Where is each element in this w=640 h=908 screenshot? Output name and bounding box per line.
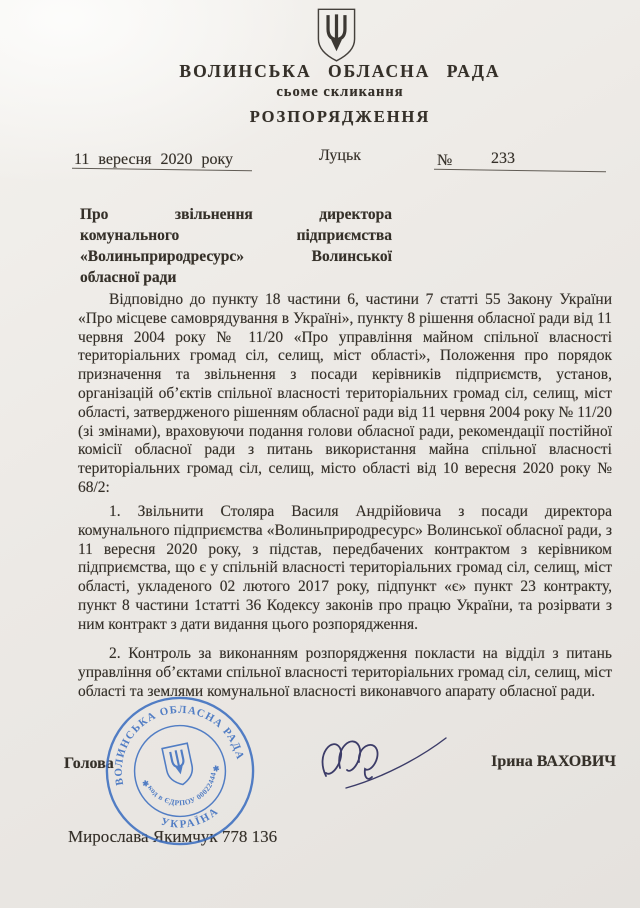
doc-date: 11 вересня 2020 року [74,151,234,168]
subject-block [80,204,392,288]
org-name: ВОЛИНСЬКА ОБЛАСНА РАДА [179,61,501,81]
doc-number-label: № [437,152,453,169]
stamp-ring-text: ВОЛИНСЬКА ОБЛАСНА РАДА [112,703,247,787]
executor-name: Мирослава Якимчук 778 136 [68,827,278,846]
handwritten-signature [306,724,462,798]
subject-line: «Волиньприродресурс» Волинської [80,248,392,265]
svg-text:ВОЛИНСЬКА ОБЛАСНА РАДА [100,691,246,787]
stamp-country-text: УКРАЇНА [159,804,222,831]
doc-type-title: РОЗПОРЯДЖЕННЯ [249,107,431,126]
subject-line: Про звільнення директора [80,206,392,223]
signatory-name: Ірина ВАХОВИЧ [491,753,616,770]
doc-city: Луцьк [318,147,362,164]
stamp-star-right: ✱ [212,763,221,774]
item-2-paragraph: 2. Контроль за виконанням розпорядження покласти на відділ з питань управління об’єктами спільної власності територіальних громад сіл, селищ, міст області та землями комунальної власності виконавчого апарату обласної ради. [78,645,612,700]
doc-number: 233 [491,150,515,167]
stamp-star-left: ✱ [141,778,150,789]
stamp-code-text: код в ЄДРПОУ 00022444 [146,771,218,808]
convocation: сьоме скликання [276,84,404,100]
item-1-paragraph: 1. Звільнити Столяра Василя Андрійовича з посади директора комунального підприємства «Волиньприродресурс» Волинської обласної ради, з 11 вересня 2020 року, з підстав, передбачених контрактом з керівником підприємства, що є у спільній власності територіальних громад сіл, селищ, міст області, укладеного 02 лютого 2017 року, підпункт «є» пункт 23 контракту, пункт 8 частини 1статті 36 Кодексу законів про працю України, та розірвати з ним контракт з дати видання цього розпорядження. [78,503,612,633]
subject-line: комунального підприємства [80,227,392,244]
intro-paragraph: Відповідно до пункту 18 частини 6, частини 7 статті 55 Закону України «Про місцеве самоврядування в Україні», пункту 8 рішення обласної ради від 11 червня 2004 року № 11/20 «Про управління майном спільної власності територіальних громад сіл, селищ, міст області», Положення про порядок призначення та звільнення з посади керівників підприємств, установ, організацій об’єктів спільної власності територіальних громад сіл, селищ, міст області, затвердженого рішенням обласної ради від 11 червня 2004 року № 11/20 (зі змінами), враховуючи подання голови обласної ради, рекомендації постійної комісії обласної ради з питань використання майна спільної власності територіальних громад сіл, селищ, місто області від 10 вересня 2020 року № 68/2: [78,291,612,496]
svg-text:УКРАЇНА [157,804,223,836]
signatory-position: Голова [64,755,114,772]
official-stamp [86,677,273,864]
number-rule-line [434,169,606,173]
trident-emblem-icon [313,7,360,64]
subject-line: обласної ради [80,269,177,286]
